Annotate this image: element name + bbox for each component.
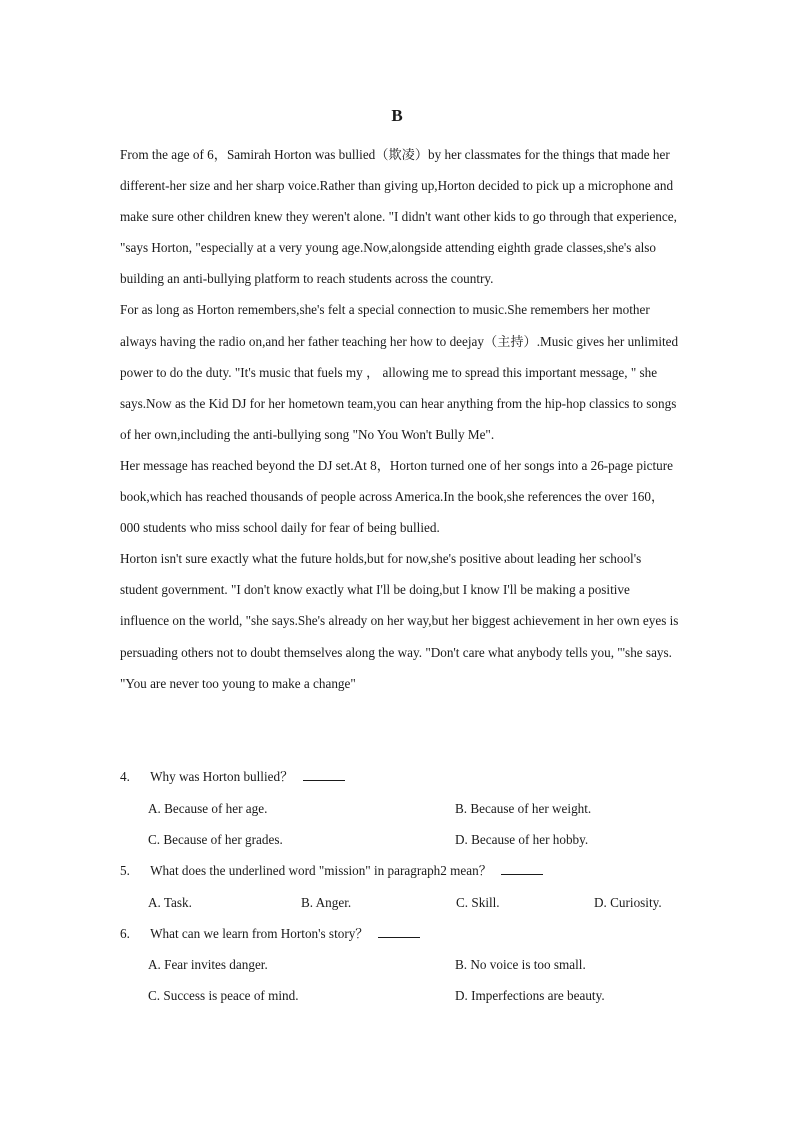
paragraph-4: Horton isn't sure exactly what the future holds,but for now,she's positive about leading her school's student government. "I don't know exactly what I'll be doing,but I know I'll be making a positive influence on the world, "she says.She's already on her way,but her biggest achievement in her own eyes is persuading others not to doubt themselves along the way. "Don't care what anybody tells you, "'she says. "You are never too young to make a change" [120,551,679,691]
answer-blank[interactable] [501,862,543,875]
option-4a[interactable]: A. Because of her age. [148,801,268,816]
option-4b[interactable]: B. Because of her weight. [455,801,592,816]
option-5d[interactable]: D. Curiosity. [594,895,662,910]
option-4d[interactable]: D. Because of her hobby. [455,832,589,847]
paragraph-3: Her message has reached beyond the DJ set.At 8，Horton turned one of her songs into a 26-page picture book,which has reached thousands of people across America.In the book,she references the over 160，000 students who miss school daily for fear of being bullied. [120,457,673,536]
option-6b[interactable]: B. No voice is too small. [455,957,586,972]
question-4 [120,767,345,787]
option-6c[interactable]: C. Success is peace of mind. [148,988,299,1003]
option-5b[interactable]: B. Anger. [301,895,352,910]
question-text: What can we learn from Horton's story？ [150,926,369,941]
passage-title: B [391,106,403,125]
question-text: What does the underlined word "mission" in paragraph2 mean？ [150,863,492,878]
paragraph-2: For as long as Horton remembers,she's felt a special connection to music.She remembers her mother always having the radio on,and her father teaching her how to deejay（主持）.Music gives her unlimited power to do the duty. "It's music that fuels my ， allowing me to spread this important message, " she says.Now as the Kid DJ for her hometown team,you can hear anything from the hip-hop classics to songs of her own,including the anti-bullying song "No You Won't Bully Me". [120,302,679,442]
option-5c[interactable]: C. Skill. [456,895,500,910]
question-number: 6. [120,926,130,941]
option-5a[interactable]: A. Task. [148,895,192,910]
passage-body [120,139,680,699]
answer-blank[interactable] [378,925,420,938]
question-6 [120,924,420,944]
question-number: 4. [120,769,130,784]
answer-blank[interactable] [303,768,345,781]
option-4c[interactable]: C. Because of her grades. [148,832,283,847]
question-text: Why was Horton bullied？ [150,769,294,784]
question-5 [120,861,543,881]
question-number: 5. [120,863,130,878]
option-6d[interactable]: D. Imperfections are beauty. [455,988,605,1003]
paragraph-1: From the age of 6，Samirah Horton was bullied（欺凌）by her classmates for the things that made her different-her size and her sharp voice.Rather than giving up,Horton decided to pick up a microphone and make sure other children knew they weren't alone. "I didn't want other kids to go through that experience, "says Horton, "especially at a very young age.Now,alongside attending eighth grade classes,she's also building an anti-bullying platform to reach students across the country. [120,147,677,287]
option-6a[interactable]: A. Fear invites danger. [148,957,268,972]
